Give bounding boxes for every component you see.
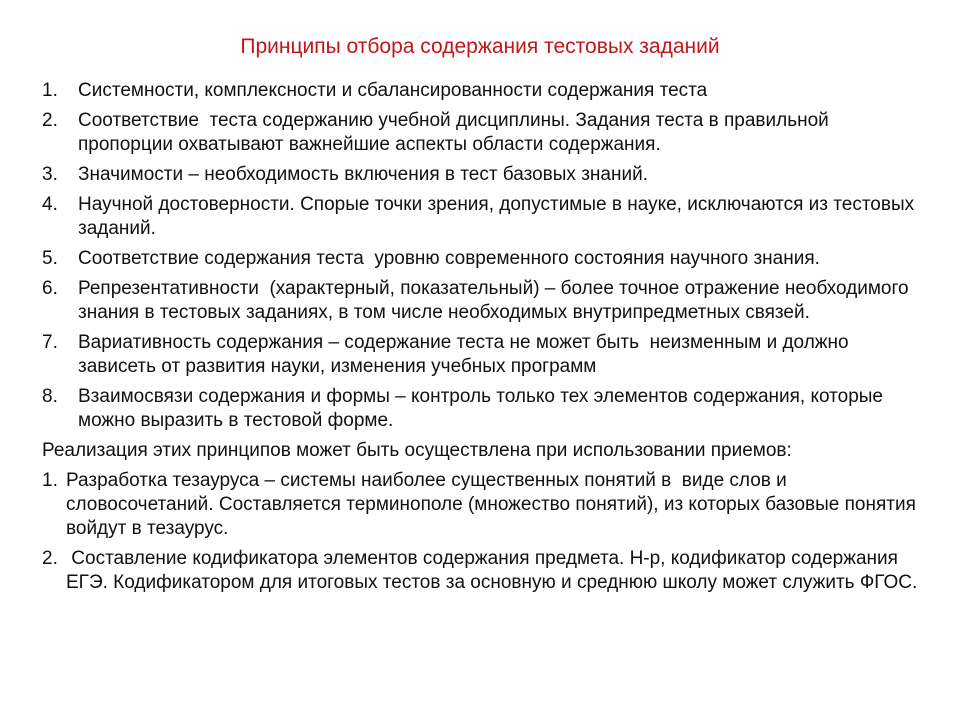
methods-intro: Реализация этих принципов может быть осуществлена при использовании приемов:: [42, 440, 792, 461]
slide-title: Принципы отбора содержания тестовых заданий: [240, 35, 720, 58]
methods-list: [42, 469, 922, 595]
method-item: [42, 547, 922, 595]
principle-number: 3.: [42, 164, 58, 185]
principle-number: 4.: [42, 194, 58, 215]
principle-item: [42, 277, 922, 325]
method-number: 2.: [42, 548, 58, 569]
principle-item: [42, 247, 922, 271]
method-text: Составление кодификатора элементов содержания предмета. Н-р, кодификатор содержания ЕГЭ. Кодификатором для итоговых тестов за основную и среднюю школу может служить ФГОС.: [66, 548, 918, 593]
principle-item: [42, 193, 922, 241]
principle-item: [42, 385, 922, 433]
principle-item: [42, 163, 922, 187]
principle-text: Значимости – необходимость включения в тест базовых знаний.: [78, 164, 648, 185]
principle-text: Соответствие теста содержанию учебной дисциплины. Задания теста в правильной пропорции охватывают важнейшие аспекты области содержания.: [78, 110, 835, 155]
slide-content: [42, 79, 922, 601]
principle-number: 7.: [42, 332, 58, 353]
principle-text: Взаимосвязи содержания и формы – контроль только тех элементов содержания, которые можно выразить в тестовой форме.: [78, 386, 889, 431]
method-item: [42, 469, 922, 541]
principle-item: [42, 331, 922, 379]
principle-text: Соответствие содержания теста уровню современного состояния научного знания.: [78, 248, 820, 269]
principle-number: 5.: [42, 248, 58, 269]
principle-number: 1.: [42, 80, 58, 101]
principle-number: 2.: [42, 110, 58, 131]
method-text: Разработка тезауруса – системы наиболее существенных понятий в виде слов и словосочетаний. Составляется терминополе (множество понятий), из которых базовые понятия войдут в тезаурус.: [66, 470, 922, 539]
method-number: 1.: [42, 470, 58, 491]
principle-number: 6.: [42, 278, 58, 299]
principle-item: [42, 109, 922, 157]
principle-text: Репрезентативности (характерный, показательный) – более точное отражение необходимого знания в тестовых заданиях, в том числе необходимых внутрипредметных связей.: [78, 278, 914, 323]
principle-text: Научной достоверности. Спорые точки зрения, допустимые в науке, исключаются из тестовых заданий.: [78, 194, 920, 239]
principles-list: [42, 79, 922, 433]
principle-text: Системности, комплексности и сбалансированности содержания теста: [78, 80, 708, 101]
principle-number: 8.: [42, 386, 58, 407]
principle-item: [42, 79, 922, 103]
principle-text: Вариативность содержания – содержание теста не может быть неизменным и должно зависеть от развития науки, изменения учебных программ: [78, 332, 854, 377]
